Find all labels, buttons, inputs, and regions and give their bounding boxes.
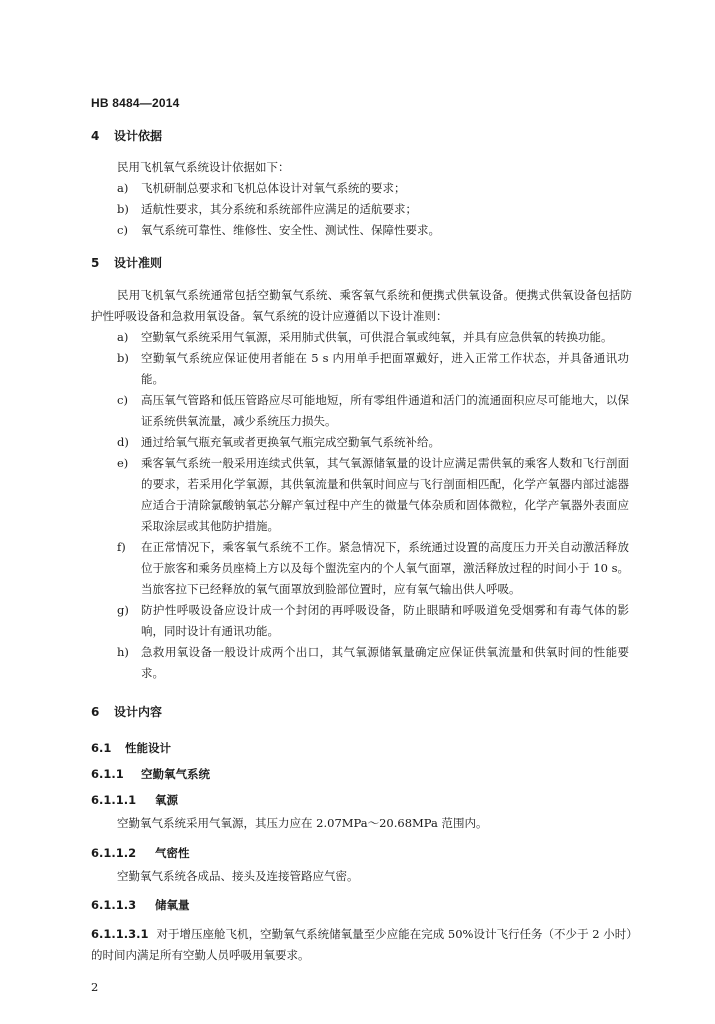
section-number: 6 [91, 705, 100, 719]
document-page: HB 8484—2014 4 设计依据 民用飞机氧气系统设计依据如下： a) 飞机研制总要求和飞机总体设计对氧气系统的要求； b) 适航性要求，其分系统和系统部件应满足的适航要求； c) 氧气系统可靠性、维修性、安全性、测试性、保障性要求。 5 设计准则 民用飞机氧气系统通常包括空勤氧气系统、乘客氧气系统和便携式供氧设备。便携式供氧设备包括防护性呼吸设备和急救用氧设备。氧气系统的设计应遵循以下设计准则： a) 空勤氧气系统采用气氧源，采用肺式供氧，可供混合氧或纯氧，并具有应急供氧的转换功能。 b) 空勤氧气系统应保证使用者能在 5 s 内用单手把面罩戴好，进入正常工作状态，并具备通讯功能。 c) 高压氧气管路和低压管路应尽可能地短，所有零组件通道和活门的流通面积应尽可能地大，以保证系统供氧流量，减少系统压力损失。 d) 通过给氧气瓶充氧或者更换氧气瓶完成空勤氧气系统补给。 e) 乘客氧气系统一般采用连续式供氧，其气氧源储氧量的设计应满足需供氧的乘客人数和飞行剖面的要求，若采用化学氧源，其供氧流量和供氧时间应与飞行剖面相匹配，化学产氧器内部过滤器应适合于清除氯酸钠氧芯分解产氧过程中产生的微量气体杂质和固体微粒，化学产氧器外表面应采取涂层或其他防护措施。 f) 在正常情况下，乘客氧气系统不工作。紧急情况下，系统通过设置的高度压力开关自动激活释放位于旅客和乘务员座椅上方以及每个盥洗室内的个人氧气面罩，激活释放过程的时间小于 10 s。当旅客拉下已经释放的氧气面罩放到脸部位置时，应有氧气输出供人呼吸。 g) 防护性呼吸设备应设计成一个封闭的再呼吸设备，防止眼睛和呼吸道免受烟雾和有毒气体的影响，同时设计有通讯功能。 h) 急救用氧设备一般设计成两个出口，其气氧源储氧量确定应保证供氧流量和供氧时间的性能要求。 6 设计内容 6.1 性能设计 6.1.1 空勤氧气系统 6.1.1.1 氧源 空勤氧气系统采用气氧源，其压力应在 2.07MPa～20.68MPa 范围内。 6.1.1.2 气密性 空勤氧气系统各成品、接头及连接管路应气密。 6.1.1.3 储氧量 6.1.1.3.1 对于增压座舱飞机，空勤氧气系统储氧量至少应能在完成 50%设计飞行任务（不少于 2 小时）的时间内满足所有空勤人员呼吸用氧要求。 2 [91, 96, 632, 994]
subsection-6-1-1-2-heading: 6.1.1.2 气密性 [91, 846, 190, 860]
clause-number: 6.1.1.3.1 [91, 927, 149, 941]
paragraph: 空勤氧气系统采用气氧源，其压力应在 2.07MPa～20.68MPa 范围内。 [117, 816, 488, 830]
section-4-intro: 民用飞机氧气系统设计依据如下： [117, 160, 290, 174]
section-6-heading [91, 703, 162, 720]
section-title: 设计依据 [114, 129, 163, 143]
subsection-6-1-1-1-heading: 6.1.1.1 氧源 [91, 793, 178, 807]
subsection-6-1-heading: 6.1 性能设计 [91, 741, 171, 755]
section-number: 5 [91, 256, 100, 270]
section-title: 设计准则 [114, 256, 163, 270]
section-5-intro: 民用飞机氧气系统通常包括空勤氧气系统、乘客氧气系统和便携式供氧设备。便携式供氧设备包括防护性呼吸设备和急救用氧设备。氧气系统的设计应遵循以下设计准则： [91, 288, 632, 323]
section-4-heading [91, 127, 162, 144]
clause-6-1-1-3-1 [91, 924, 632, 966]
section-number: 4 [91, 129, 100, 143]
section-5-heading [91, 254, 162, 271]
standard-header: HB 8484—2014 [91, 96, 180, 110]
page-number: 2 [91, 980, 99, 994]
paragraph: 空勤氧气系统各成品、接头及连接管路应气密。 [117, 869, 359, 883]
clause-text: 对于增压座舱飞机，空勤氧气系统储氧量至少应能在完成 50%设计飞行任务（不少于 2 小时）的时间内满足所有空勤人员呼吸用氧要求。 [91, 927, 632, 962]
subsection-6-1-1-3-heading: 6.1.1.3 储氧量 [91, 898, 190, 912]
section-title: 设计内容 [114, 705, 163, 719]
subsection-6-1-1-heading: 6.1.1 空勤氧气系统 [91, 767, 210, 781]
